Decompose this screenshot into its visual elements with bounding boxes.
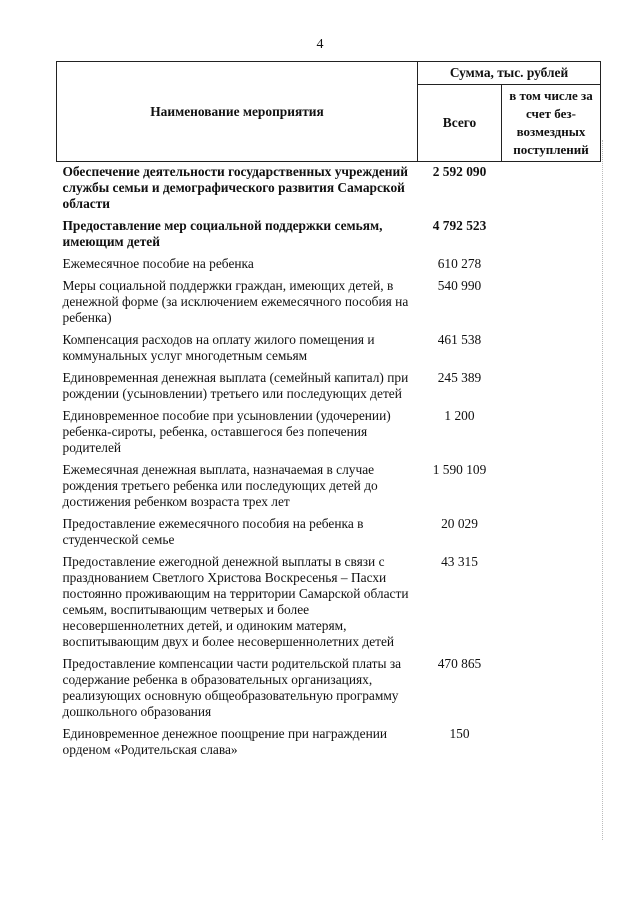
header-including: в том числе за счет без-возмездных поступлений <box>502 85 601 162</box>
row-total: 461 538 <box>437 332 482 347</box>
row-total: 1 200 <box>444 408 475 423</box>
row-total: 150 <box>449 726 470 741</box>
row-name: Единовременная денежная выплата (семейный капитал) при рождении (усыновлении) третьего или последующих детей <box>62 370 409 401</box>
row-name: Ежемесячная денежная выплата, назначаемая в случае рождения третьего ребенка или последующих детей до достижения ребенком возраста трех лет <box>62 462 378 509</box>
scan-margin-line <box>602 140 604 840</box>
header-sum: Сумма, тыс. рублей <box>418 62 601 85</box>
row-name: Обеспечение деятельности государственных учреждений службы семьи и демографического развития Самарской области <box>62 164 408 211</box>
table-row <box>57 329 601 367</box>
row-name: Меры социальной поддержки граждан, имеющих детей, в денежной форме (за исключением ежемесячного пособия на ребенка) <box>62 278 409 325</box>
row-name: Компенсация расходов на оплату жилого помещения и коммунальных услуг многодетным семьям <box>62 332 375 363</box>
row-including <box>502 162 601 216</box>
table-row <box>57 405 601 459</box>
header-name: Наименование мероприятия <box>57 62 418 162</box>
row-total: 540 990 <box>437 278 482 293</box>
page-number: 4 <box>316 37 324 52</box>
table-row <box>57 253 601 275</box>
row-total: 470 865 <box>437 656 482 671</box>
row-total: 20 029 <box>441 516 478 531</box>
table-row <box>57 723 601 761</box>
table-row <box>57 551 601 653</box>
row-including <box>502 551 601 653</box>
table-row <box>57 459 601 513</box>
row-total: 2 592 090 <box>432 164 487 179</box>
budget-table <box>56 61 601 761</box>
table-row <box>57 215 601 253</box>
table-header <box>57 62 601 162</box>
row-total: 1 590 109 <box>432 462 487 477</box>
table-row <box>57 367 601 405</box>
row-name: Предоставление компенсации части родительской платы за содержание ребенка в образовательных организациях, реализующих основную общеобразовательную программу дошкольного образования <box>62 656 402 719</box>
row-name: Предоставление мер социальной поддержки семьям, имеющим детей <box>62 218 383 249</box>
row-including <box>502 653 601 723</box>
row-including <box>502 459 601 513</box>
row-total: 245 389 <box>437 370 482 385</box>
row-including <box>502 329 601 367</box>
row-including <box>502 723 601 761</box>
header-total: Всего <box>418 85 502 162</box>
row-name: Ежемесячное пособие на ребенка <box>62 256 254 271</box>
row-including <box>502 215 601 253</box>
table-body <box>57 162 601 762</box>
row-name: Единовременное денежное поощрение при награждении орденом «Родительская слава» <box>62 726 388 757</box>
row-name: Единовременное пособие при усыновлении (удочерении) ребенка-сироты, ребенка, оставшегося без попечения родителей <box>62 408 391 455</box>
row-including <box>502 367 601 405</box>
table-row <box>57 513 601 551</box>
row-name: Предоставление ежемесячного пособия на ребенка в студенческой семье <box>62 516 364 547</box>
row-name: Предоставление ежегодной денежной выплаты в связи с празднованием Светлого Христова Воскресенья – Пасхи постоянно проживающим на территории Самарской области семьям, воспитывающим четверых и более несовершеннолетних детей, и одиноким матерям, воспитывающим двух и более несовершеннолетних детей <box>62 554 409 649</box>
row-including <box>502 275 601 329</box>
row-including <box>502 513 601 551</box>
row-including <box>502 253 601 275</box>
row-including <box>502 405 601 459</box>
row-total: 610 278 <box>437 256 482 271</box>
table-row <box>57 653 601 723</box>
row-total: 43 315 <box>441 554 478 569</box>
table-row <box>57 162 601 216</box>
row-total: 4 792 523 <box>432 218 487 233</box>
table-row <box>57 275 601 329</box>
